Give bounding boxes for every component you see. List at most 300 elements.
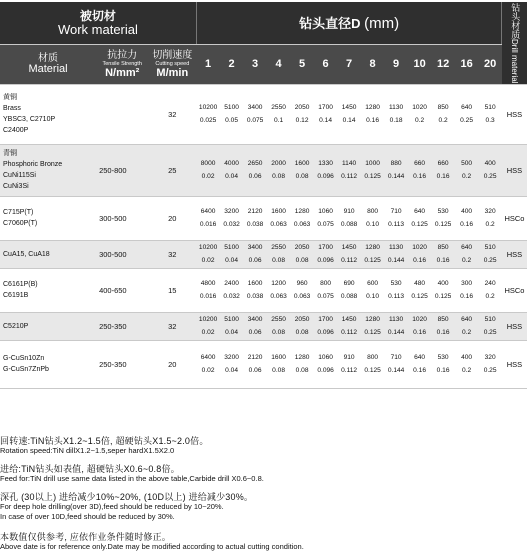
- table-row: [0, 340, 527, 388]
- feed-value: 0.016: [199, 293, 217, 300]
- feed-value: 0.16: [460, 293, 474, 300]
- value-cell: [267, 340, 291, 388]
- feed-value: 0.2: [462, 329, 472, 336]
- feed-value: 0.125: [411, 293, 428, 300]
- rpm-value: 300: [461, 280, 473, 287]
- rpm-value: 2550: [271, 316, 286, 323]
- feed-value: 0.016: [199, 221, 217, 228]
- feed-value: 0.088: [340, 221, 358, 228]
- value-cell: [431, 268, 455, 312]
- note-feed: [0, 464, 527, 484]
- note-reference-en: Above date is for reference only.Date may be modified according to actual cutting condition.: [0, 542, 304, 551]
- feed-value: 0.032: [223, 293, 240, 300]
- value-cell: [220, 240, 244, 268]
- rpm-value: 2120: [247, 354, 263, 361]
- feed-value: 0.12: [295, 117, 309, 124]
- rpm-value: 1280: [365, 244, 380, 251]
- material-col-header: [0, 44, 96, 84]
- value-cell: [314, 84, 338, 144]
- value-cell: [455, 312, 479, 340]
- drill-material-cn: 钻头材质: [510, 2, 521, 39]
- value-cell: [337, 312, 361, 340]
- rpm-value: 6400: [200, 208, 216, 215]
- table-row: [0, 268, 527, 312]
- rpm-value: 400: [484, 160, 496, 167]
- rpm-value: 1060: [318, 354, 333, 361]
- value-cell: [337, 144, 361, 196]
- note-reference: [0, 532, 527, 552]
- feed-value: 0.075: [246, 117, 264, 124]
- rpm-value: 1280: [365, 104, 380, 111]
- diameter-title-unit: (mm): [364, 15, 400, 33]
- feed-value: 0.125: [364, 257, 381, 264]
- material-line: C7060P(T): [3, 220, 38, 227]
- rpm-value: 1280: [365, 316, 380, 323]
- rpm-value: 1600: [271, 354, 286, 361]
- value-cell: [361, 84, 385, 144]
- drill-material-cell: HSS: [502, 144, 527, 196]
- feed-value: 0.125: [364, 329, 381, 336]
- rpm-value: 530: [390, 280, 402, 287]
- drill-material-cell: HSCo: [502, 196, 527, 240]
- rpm-value: 640: [414, 208, 426, 215]
- value-cell: [408, 240, 432, 268]
- rpm-value: 800: [320, 280, 332, 287]
- rpm-value: 3200: [224, 354, 239, 361]
- value-cell: [220, 312, 244, 340]
- feed-value: 0.04: [225, 173, 239, 180]
- speed-cn: 切削速度: [152, 49, 193, 61]
- value-cell: [478, 84, 502, 144]
- feed-value: 0.075: [317, 293, 334, 300]
- feed-value: 0.10: [366, 293, 380, 300]
- rpm-value: 2000: [271, 160, 286, 167]
- tensile-cell: 300-500: [96, 240, 148, 268]
- feed-value: 0.144: [387, 257, 405, 264]
- value-cell: [431, 84, 455, 144]
- feed-value: 0.2: [438, 117, 448, 124]
- material-line: CuNi115Si: [3, 172, 36, 179]
- feed-value: 0.125: [411, 221, 428, 228]
- rpm-value: 640: [461, 316, 473, 323]
- feed-value: 0.2: [462, 367, 472, 374]
- value-cell: [337, 196, 361, 240]
- rpm-value: 2550: [271, 244, 286, 251]
- cutting-data-table: [0, 2, 527, 389]
- material-line: CuNi3Si: [3, 183, 29, 190]
- diameter-2: 2: [220, 44, 244, 84]
- value-cell: [267, 240, 291, 268]
- material-line: 黄铜: [3, 94, 17, 101]
- feed-value: 0.113: [388, 221, 405, 228]
- feed-value: 0.144: [387, 329, 405, 336]
- material-line: G-CuSn10Zn: [3, 355, 45, 362]
- value-cell: [478, 144, 502, 196]
- speed-cell: 20: [148, 340, 196, 388]
- feed-value: 0.038: [246, 221, 264, 228]
- value-cell: [478, 268, 502, 312]
- feed-value: 0.096: [317, 367, 334, 374]
- rpm-value: 530: [437, 354, 449, 361]
- note-feed-en: Feed for:TiN drill use same data listed in the above table,Carbide drill X0.6~0.8.: [0, 474, 264, 483]
- speed-unit: M/min: [156, 66, 189, 79]
- material-line: C5210P: [3, 322, 29, 330]
- feed-value: 0.02: [201, 257, 215, 264]
- rpm-value: 2550: [271, 104, 286, 111]
- feed-value: 0.063: [270, 221, 287, 228]
- feed-value: 0.25: [483, 329, 497, 336]
- value-cell: [314, 268, 338, 312]
- tensile-cn: 抗拉力: [107, 49, 138, 61]
- value-cell: [267, 268, 291, 312]
- table-body: [0, 84, 527, 388]
- rpm-value: 880: [390, 160, 402, 167]
- rpm-value: 10200: [198, 316, 218, 323]
- rpm-value: 3400: [247, 244, 263, 251]
- value-cell: [290, 84, 314, 144]
- feed-value: 0.06: [248, 329, 262, 336]
- feed-value: 0.096: [317, 173, 334, 180]
- value-cell: [314, 144, 338, 196]
- feed-value: 0.08: [272, 173, 286, 180]
- feed-value: 0.14: [319, 117, 333, 124]
- value-cell: [431, 340, 455, 388]
- feed-value: 0.25: [483, 257, 497, 264]
- drill-material-cell: HSCo: [502, 268, 527, 312]
- value-cell: [337, 84, 361, 144]
- value-cell: [337, 268, 361, 312]
- diameter-20: 20: [478, 44, 502, 84]
- diameter-title-cn: 钻头直径D: [299, 16, 361, 32]
- rpm-value: 400: [461, 208, 473, 215]
- feed-value: 0.125: [364, 367, 381, 374]
- rpm-value: 1000: [365, 160, 380, 167]
- feed-value: 0.16: [436, 173, 450, 180]
- diameter-6: 6: [314, 44, 338, 84]
- feed-value: 0.10: [366, 221, 380, 228]
- tensile-cell: [96, 84, 148, 144]
- feed-value: 0.2: [415, 117, 425, 124]
- value-cell: [431, 240, 455, 268]
- feed-value: 0.16: [436, 257, 450, 264]
- value-cell: [431, 144, 455, 196]
- rpm-value: 800: [367, 354, 379, 361]
- diameter-4: 4: [267, 44, 291, 84]
- feed-value: 0.2: [485, 293, 495, 300]
- value-cell: [243, 144, 267, 196]
- feed-value: 0.08: [295, 173, 309, 180]
- feed-value: 0.05: [225, 117, 239, 124]
- feed-value: 0.096: [317, 329, 334, 336]
- rpm-value: 1600: [271, 208, 286, 215]
- value-cell: [267, 144, 291, 196]
- rpm-value: 10200: [198, 104, 218, 111]
- feed-value: 0.2: [462, 257, 472, 264]
- feed-value: 0.18: [389, 117, 403, 124]
- value-cell: [455, 84, 479, 144]
- drill-material-cell: HSS: [502, 312, 527, 340]
- value-cell: [384, 240, 408, 268]
- value-cell: [455, 144, 479, 196]
- drill-material-cell: HSS: [502, 240, 527, 268]
- note-rotation: [0, 436, 527, 456]
- feed-value: 0.16: [460, 221, 474, 228]
- rpm-value: 850: [437, 316, 449, 323]
- material-line: Brass: [3, 105, 21, 112]
- diameter-3: 3: [243, 44, 267, 84]
- material-line: C2400P: [3, 127, 29, 134]
- feed-value: 0.2: [462, 173, 472, 180]
- feed-value: 0.16: [436, 329, 450, 336]
- material-en: Material: [28, 63, 68, 75]
- value-cell: [290, 340, 314, 388]
- feed-value: 0.04: [225, 367, 239, 374]
- material-cell: [0, 340, 96, 388]
- diameter-10: 10: [408, 44, 432, 84]
- feed-value: 0.125: [364, 173, 381, 180]
- feed-value: 0.16: [436, 367, 450, 374]
- tensile-cell: 250-350: [96, 312, 148, 340]
- feed-value: 0.144: [387, 173, 405, 180]
- feed-value: 0.02: [201, 367, 215, 374]
- feed-value: 0.025: [199, 117, 217, 124]
- rpm-value: 1600: [247, 280, 263, 287]
- drill-material-en: Drill material: [510, 38, 520, 83]
- rpm-value: 1280: [294, 354, 310, 361]
- rpm-value: 800: [367, 208, 379, 215]
- material-cn: 材质: [38, 53, 59, 64]
- value-cell: [337, 240, 361, 268]
- value-cell: [243, 312, 267, 340]
- rpm-value: 2050: [294, 104, 310, 111]
- rpm-value: 640: [414, 354, 426, 361]
- value-cell: [361, 312, 385, 340]
- feed-value: 0.125: [434, 293, 452, 300]
- value-cell: [431, 312, 455, 340]
- value-cell: [220, 144, 244, 196]
- tensile-col-header: [96, 44, 148, 84]
- rpm-value: 2050: [294, 316, 310, 323]
- rpm-value: 1700: [318, 244, 333, 251]
- rpm-value: 240: [484, 280, 496, 287]
- rpm-value: 400: [437, 280, 449, 287]
- rpm-value: 1450: [341, 104, 357, 111]
- value-cell: [290, 268, 314, 312]
- rpm-value: 1130: [389, 316, 404, 323]
- material-cell: [0, 144, 96, 196]
- feed-value: 0.3: [485, 117, 495, 124]
- material-line: 青铜: [3, 150, 17, 157]
- rpm-value: 1020: [412, 316, 427, 323]
- value-cell: [314, 340, 338, 388]
- drill-material-header: [502, 2, 527, 84]
- rpm-value: 1700: [318, 316, 333, 323]
- value-cell: [314, 240, 338, 268]
- rpm-value: 3400: [247, 104, 263, 111]
- rpm-value: 5100: [224, 244, 239, 251]
- rpm-value: 710: [390, 208, 402, 215]
- material-line: CuA15, CuA18: [3, 250, 50, 258]
- feed-value: 0.16: [413, 173, 427, 180]
- value-cell: [243, 268, 267, 312]
- feed-value: 0.112: [341, 257, 358, 264]
- diameter-1: 1: [196, 44, 220, 84]
- speed-cell: 25: [148, 144, 196, 196]
- rpm-value: 1130: [389, 104, 404, 111]
- rpm-value: 10200: [198, 244, 218, 251]
- value-cell: [267, 84, 291, 144]
- feed-value: 0.16: [366, 117, 380, 124]
- tensile-cell: 250-350: [96, 340, 148, 388]
- speed-cell: 20: [148, 196, 196, 240]
- rpm-value: 690: [343, 280, 355, 287]
- material-line: C715P(T): [3, 209, 34, 216]
- value-cell: [384, 144, 408, 196]
- value-cell: [478, 196, 502, 240]
- value-cell: [314, 312, 338, 340]
- value-cell: [361, 268, 385, 312]
- note-rotation-cn: 回转速:TiN钻头X1.2~1.5倍, 超硬钻头X1.5~2.0倍。: [0, 436, 209, 446]
- speed-en: Cutting speed: [155, 60, 190, 67]
- value-cell: [196, 144, 220, 196]
- value-cell: [220, 196, 244, 240]
- feed-value: 0.06: [248, 367, 262, 374]
- value-cell: [384, 340, 408, 388]
- feed-value: 0.25: [483, 173, 497, 180]
- rpm-value: 600: [367, 280, 379, 287]
- note-reference-cn: 本数值仅供参考, 应依作业条件随时修正。: [0, 532, 172, 542]
- value-cell: [408, 312, 432, 340]
- feed-value: 0.063: [293, 221, 311, 228]
- value-cell: [196, 84, 220, 144]
- rpm-value: 640: [461, 104, 473, 111]
- tensile-cell: 250-800: [96, 144, 148, 196]
- tensile-cell: 300-500: [96, 196, 148, 240]
- value-cell: [478, 340, 502, 388]
- value-cell: [478, 240, 502, 268]
- rpm-value: 640: [461, 244, 473, 251]
- feed-value: 0.04: [225, 329, 239, 336]
- rpm-value: 960: [296, 280, 308, 287]
- note-rotation-en: Rotation speed:TiN dillX1.2~1.5,seper hardX1.5X2.0: [0, 446, 175, 455]
- value-cell: [196, 240, 220, 268]
- rpm-value: 4800: [200, 280, 216, 287]
- rpm-value: 400: [461, 354, 473, 361]
- value-cell: [290, 312, 314, 340]
- feed-value: 0.1: [274, 117, 284, 124]
- rpm-value: 1280: [294, 208, 310, 215]
- value-cell: [408, 84, 432, 144]
- value-cell: [267, 196, 291, 240]
- rpm-value: 480: [414, 280, 426, 287]
- note-feed-cn: 进给:TiN钻头如表值, 超硬钻头X0.6~0.8倍。: [0, 464, 180, 474]
- rpm-value: 850: [437, 244, 449, 251]
- value-cell: [196, 196, 220, 240]
- rpm-value: 320: [484, 354, 496, 361]
- feed-value: 0.04: [225, 257, 239, 264]
- rpm-value: 2120: [247, 208, 263, 215]
- rpm-value: 5100: [224, 104, 239, 111]
- feed-value: 0.16: [413, 329, 427, 336]
- rpm-value: 5100: [224, 316, 239, 323]
- drill-material-cell: HSS: [502, 340, 527, 388]
- feed-value: 0.125: [434, 221, 452, 228]
- feed-value: 0.14: [342, 117, 356, 124]
- rpm-value: 8000: [200, 160, 216, 167]
- feed-value: 0.08: [295, 329, 309, 336]
- value-cell: [455, 268, 479, 312]
- rpm-value: 850: [437, 104, 449, 111]
- value-cell: [196, 268, 220, 312]
- material-line: C6161P(B): [3, 281, 38, 288]
- value-cell: [384, 196, 408, 240]
- diameter-12: 12: [431, 44, 455, 84]
- work-material-header: [0, 2, 196, 44]
- feed-value: 0.088: [340, 293, 358, 300]
- value-cell: [243, 240, 267, 268]
- rpm-value: 500: [461, 160, 473, 167]
- material-cell: [0, 312, 96, 340]
- rpm-value: 2050: [294, 244, 310, 251]
- rpm-value: 6400: [200, 354, 216, 361]
- table-row: [0, 312, 527, 340]
- rpm-value: 1020: [412, 244, 427, 251]
- value-cell: [455, 340, 479, 388]
- value-cell: [314, 196, 338, 240]
- rpm-value: 1200: [271, 280, 286, 287]
- feed-value: 0.06: [248, 257, 262, 264]
- value-cell: [220, 268, 244, 312]
- feed-value: 0.08: [295, 257, 309, 264]
- value-cell: [408, 268, 432, 312]
- feed-value: 0.08: [272, 257, 286, 264]
- feed-value: 0.075: [317, 221, 334, 228]
- value-cell: [243, 340, 267, 388]
- table-row: [0, 240, 527, 268]
- tensile-unit: N/mm²: [105, 66, 140, 79]
- value-cell: [361, 340, 385, 388]
- feed-value: 0.16: [413, 367, 427, 374]
- rpm-value: 1020: [412, 104, 427, 111]
- diameter-9: 9: [384, 44, 408, 84]
- rpm-value: 1330: [318, 160, 333, 167]
- rpm-value: 510: [484, 244, 496, 251]
- rpm-value: 910: [343, 354, 355, 361]
- rpm-value: 2650: [247, 160, 263, 167]
- tensile-en: Tensile Strength: [102, 60, 142, 67]
- diameter-5: 5: [290, 44, 314, 84]
- value-cell: [290, 240, 314, 268]
- rpm-value: 3400: [247, 316, 263, 323]
- feed-value: 0.032: [223, 221, 240, 228]
- rpm-value: 4000: [224, 160, 239, 167]
- value-cell: [384, 268, 408, 312]
- rpm-value: 1700: [318, 104, 333, 111]
- value-cell: [361, 240, 385, 268]
- material-cell: [0, 240, 96, 268]
- feed-value: 0.16: [413, 257, 427, 264]
- value-cell: [455, 196, 479, 240]
- feed-value: 0.25: [483, 367, 497, 374]
- rpm-value: 1600: [294, 160, 310, 167]
- feed-value: 0.02: [201, 329, 215, 336]
- table-row: [0, 144, 527, 196]
- value-cell: [478, 312, 502, 340]
- value-cell: [243, 196, 267, 240]
- feed-value: 0.02: [201, 173, 215, 180]
- rpm-value: 660: [414, 160, 426, 167]
- material-line: YBSC3, C2710P: [3, 116, 56, 123]
